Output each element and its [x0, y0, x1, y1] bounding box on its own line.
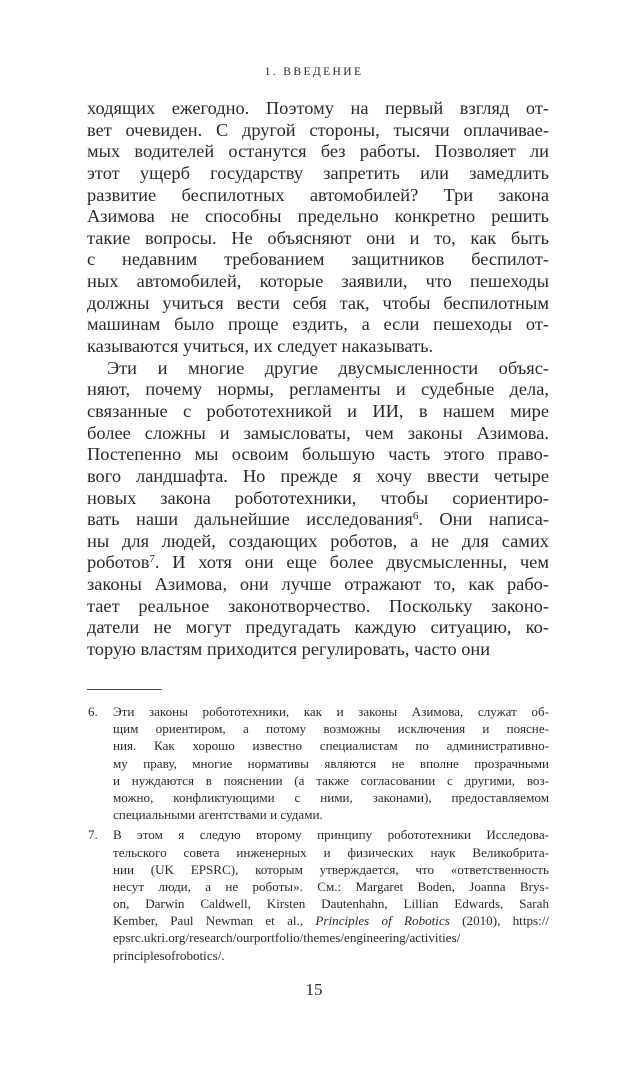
text-segment: датели не могут предугадать каждую ситуацию, ко-	[87, 617, 549, 638]
text-line	[113, 703, 549, 720]
text-line	[113, 947, 549, 964]
text-segment: новых закона робототехники, чтобы сориентиро-	[87, 487, 549, 508]
text-line	[87, 574, 549, 596]
text-line	[113, 720, 549, 737]
text-segment: вет очевиден. С другой стороны, тысячи оплачивае-	[87, 119, 549, 140]
text-line	[113, 912, 549, 929]
text-segment: специальными агентствами и судами.	[113, 807, 323, 823]
text-segment: торую властям приходится регулировать, часто они	[87, 639, 491, 660]
text-segment: с недавним требованием защитников беспилот-	[87, 249, 549, 270]
text-line	[87, 249, 549, 271]
footnote-divider	[87, 689, 162, 690]
text-segment: В этом я следую второму принципу робототехники Исследова-	[113, 827, 549, 843]
text-line	[113, 844, 549, 861]
text-segment: вого ландшафта. Но прежде я хочу ввести четыре	[87, 465, 549, 486]
text-line	[87, 206, 549, 228]
text-segment: ных автомобилей, которые заявили, что пешеходы	[87, 271, 549, 292]
text-segment: связанные с робототехникой и ИИ, в нашем мире	[87, 400, 549, 421]
text-line	[87, 336, 549, 358]
text-segment: ны для людей, создающих роботов, а не для самих	[87, 530, 549, 551]
text-line	[113, 772, 549, 789]
text-line	[113, 737, 549, 754]
text-line	[87, 314, 549, 336]
text-segment: такие вопросы. Не объясняют они и то, как быть	[87, 227, 549, 248]
text-line	[113, 789, 549, 806]
text-segment: тает реальное законотворчество. Поскольку законо-	[87, 595, 549, 616]
text-line	[87, 444, 549, 466]
text-segment: Principles of Robotics	[315, 913, 450, 929]
text-line	[87, 466, 549, 488]
page-number: 15	[305, 980, 323, 999]
text-line	[87, 379, 549, 401]
text-line	[87, 163, 549, 185]
text-segment: . И хотя они еще более двусмысленны, чем	[154, 552, 549, 573]
text-line	[87, 509, 549, 531]
text-line	[87, 293, 549, 315]
text-line	[87, 271, 549, 293]
text-segment: щим ориентиром, а потому возможны исключения и поясне-	[113, 721, 549, 737]
text-line	[113, 755, 549, 772]
text-line	[87, 185, 549, 207]
text-segment: Эти законы робототехники, как и законы Азимова, служат об-	[113, 704, 549, 719]
text-segment: этот ущерб государству запретить или замедлить	[87, 162, 549, 183]
text-segment: (2010), https://	[449, 913, 550, 929]
text-line	[87, 617, 549, 639]
text-line	[87, 552, 549, 574]
text-line	[87, 98, 549, 120]
text-line	[113, 806, 549, 823]
text-line	[87, 488, 549, 510]
text-segment: законы Азимова, они лучше отражают то, как рабо-	[87, 574, 549, 595]
text-segment: роботов	[87, 552, 150, 573]
footnote-reference: 7	[149, 553, 155, 566]
text-line	[87, 141, 549, 163]
text-line	[113, 861, 549, 878]
text-line	[87, 596, 549, 618]
text-line	[87, 423, 549, 445]
text-line	[113, 878, 549, 895]
text-segment: му праву, многие нормативы являются не вполне прозрачными	[113, 755, 549, 771]
footnotes	[87, 703, 549, 967]
text-segment: вать наши дальнейшие исследования	[87, 509, 413, 530]
text-segment: должны учиться вести себя так, чтобы беспилотным	[87, 292, 549, 313]
footnote-reference: 6	[412, 510, 419, 523]
running-head: 1. ВВЕДЕНИЕ	[264, 66, 364, 78]
text-line	[87, 401, 549, 423]
footnote	[87, 703, 549, 823]
text-segment: ходящих ежегодно. Поэтому на первый взгляд от-	[87, 98, 549, 118]
text-segment: более сложны и замысловаты, чем законы Азимова.	[87, 422, 549, 443]
text-segment: казываются учиться, их следует наказывать.	[87, 336, 434, 357]
text-segment: epsrc.ukri.org/research/ourportfolio/themes/engineering/activities/	[113, 930, 461, 946]
text-segment: principlesofrobotics/.	[113, 947, 225, 963]
text-segment: няют, почему нормы, регламенты и судебные дела,	[87, 379, 549, 400]
text-segment: можно, конфликтующими с ними, законами), предоставляемом	[113, 789, 549, 805]
text-line	[87, 531, 549, 553]
text-line	[87, 639, 549, 661]
text-line	[113, 929, 549, 946]
text-segment: и нуждаются в пояснении (а также согласовании с другими, воз-	[113, 772, 549, 788]
body-text	[87, 98, 549, 661]
text-segment: on, Darwin Caldwell, Kirsten Dautenhahn, Lillian Edwards, Sarah	[113, 896, 549, 912]
text-line	[87, 228, 549, 250]
text-line	[87, 120, 549, 142]
text-segment: . Они написа-	[418, 509, 549, 530]
text-segment: Постепенно мы освоим большую часть этого право-	[87, 444, 549, 465]
text-segment: машинам было проще ездить, а если пешеходы от-	[87, 314, 549, 335]
footnote	[87, 826, 549, 964]
text-segment: ния. Как хорошо известно специалистам по административно-	[113, 738, 549, 754]
text-line	[87, 358, 549, 380]
text-segment: развитие беспилотных автомобилей? Три закона	[87, 184, 549, 205]
text-segment: тельского совета инженерных и физических наук Великобрита-	[113, 844, 549, 860]
text-segment: Азимова не способны предельно конкретно решить	[87, 206, 549, 227]
text-segment: мых водителей останутся без работы. Позволяет ли	[87, 141, 549, 162]
text-segment: нии (UK EPSRC), которым утверждается, что «ответственность	[113, 861, 549, 877]
text-line	[113, 895, 549, 912]
footnote-number: 7.	[88, 827, 98, 843]
text-segment: Эти и многие другие двусмысленности объяс-	[107, 357, 549, 378]
text-segment: Kember, Paul Newman et al.,	[113, 913, 316, 929]
footnote-number: 6.	[88, 704, 98, 719]
text-segment: несут люди, а не роботы». См.: Margaret Boden, Joanna Brys-	[113, 878, 549, 894]
text-line	[113, 826, 549, 843]
